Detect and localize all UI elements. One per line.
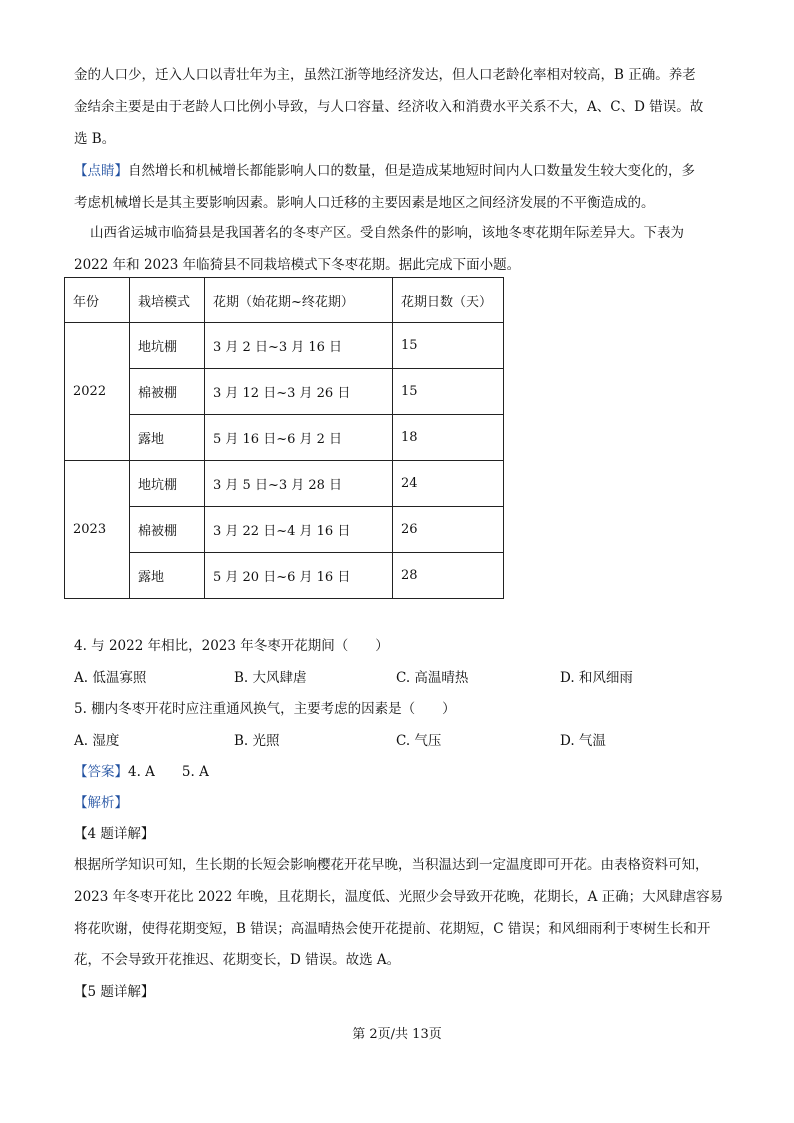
text-line: 2023 年冬枣开花比 2022 年晚，且花期长，温度低、光照少会导致开花晚，花期长，A 正确；大风肆虐容易 bbox=[74, 889, 724, 905]
text-line: 根据所学知识可知，生长期的长短会影响樱花开花早晚，当积温达到一定温度即可开花。由表格资料可知， bbox=[74, 857, 709, 873]
text-line: 金的人口少，迁入人口以青壮年为主，虽然江浙等地经济发达，但人口老龄化率相对较高，B 正确。养老 bbox=[74, 67, 696, 83]
table-header-cell: 栽培模式 bbox=[130, 278, 205, 323]
days-cell: 15 bbox=[393, 369, 504, 415]
days-cell: 15 bbox=[393, 323, 504, 369]
text-line: 将花吹谢，使得花期变短，B 错误；高温晴热会使开花提前、花期短，C 错误；和风细雨利于枣树生长和开 bbox=[74, 921, 711, 937]
question-stem: 5. 棚内冬枣开花时应注重通风换气，主要考虑的因素是（ ） bbox=[74, 701, 456, 717]
table-row bbox=[65, 415, 504, 461]
flowering-table bbox=[64, 277, 504, 599]
table-row bbox=[65, 369, 504, 415]
table-header-row bbox=[65, 278, 504, 323]
text-line: 2022 年和 2023 年临猗县不同栽培模式下冬枣花期。据此完成下面小题。 bbox=[74, 257, 521, 273]
option-a: A. 低温寡照 bbox=[74, 670, 147, 686]
mode-cell: 露地 bbox=[130, 553, 205, 599]
option-d: D. 和风细雨 bbox=[560, 670, 633, 686]
jiexi-tag: 【解析】 bbox=[74, 795, 128, 811]
text-line: 花，不会导致开花推迟、花期变长，D 错误。故选 A。 bbox=[74, 952, 401, 968]
option-d: D. 气温 bbox=[560, 733, 606, 749]
period-cell: 3 月 12 日~3 月 26 日 bbox=[205, 369, 393, 415]
dianjing-tag: 【点睛】 bbox=[74, 163, 128, 179]
answer-tag: 【答案】 bbox=[74, 764, 128, 780]
page-footer: 第 2页/共 13页 bbox=[352, 1027, 442, 1042]
detail-5-tag: 【5 题详解】 bbox=[74, 984, 155, 1000]
text-line bbox=[74, 161, 695, 181]
days-cell: 18 bbox=[393, 415, 504, 461]
question-stem: 4. 与 2022 年相比，2023 年冬枣开花期间（ ） bbox=[74, 638, 389, 654]
option-c: C. 高温晴热 bbox=[396, 670, 469, 686]
option-c: C. 气压 bbox=[396, 733, 442, 749]
mode-cell: 露地 bbox=[130, 415, 205, 461]
option-a: A. 湿度 bbox=[74, 733, 120, 749]
dianjing-text: 自然增长和机械增长都能影响人口的数量，但是造成某地短时间内人口数量发生较大变化的，多 bbox=[128, 163, 695, 179]
option-b: B. 大风肆虐 bbox=[234, 670, 307, 686]
mode-cell: 地坑棚 bbox=[130, 323, 205, 369]
days-cell: 28 bbox=[393, 553, 504, 599]
text-line: 山西省运城市临猗县是我国著名的冬枣产区。受自然条件的影响，该地冬枣花期年际差异大。下表为 bbox=[90, 225, 684, 241]
answer-text: 4. A 5. A bbox=[128, 764, 209, 780]
mode-cell: 地坑棚 bbox=[130, 461, 205, 507]
text-line: 金结余主要是由于老龄人口比例小导致，与人口容量、经济收入和消费水平关系不大，A、C、D 错误。故 bbox=[74, 99, 704, 115]
mode-cell: 棉被棚 bbox=[130, 507, 205, 553]
detail-4-tag: 【4 题详解】 bbox=[74, 826, 155, 842]
year-cell: 2023 bbox=[65, 461, 130, 599]
period-cell: 3 月 2 日~3 月 16 日 bbox=[205, 323, 393, 369]
answer-line bbox=[74, 762, 209, 782]
table-header-cell: 年份 bbox=[65, 278, 130, 323]
text-line: 选 B。 bbox=[74, 131, 116, 147]
table-header-cell: 花期（始花期~终花期） bbox=[205, 278, 393, 323]
year-cell: 2022 bbox=[65, 323, 130, 461]
table-header-cell: 花期日数（天） bbox=[393, 278, 504, 323]
period-cell: 3 月 5 日~3 月 28 日 bbox=[205, 461, 393, 507]
option-b: B. 光照 bbox=[234, 733, 280, 749]
table-row bbox=[65, 461, 504, 507]
period-cell: 5 月 20 日~6 月 16 日 bbox=[205, 553, 393, 599]
table-row bbox=[65, 507, 504, 553]
table-row bbox=[65, 553, 504, 599]
mode-cell: 棉被棚 bbox=[130, 369, 205, 415]
text-line: 考虑机械增长是其主要影响因素。影响人口迁移的主要因素是地区之间经济发展的不平衡造成的。 bbox=[74, 195, 655, 211]
days-cell: 24 bbox=[393, 461, 504, 507]
days-cell: 26 bbox=[393, 507, 504, 553]
period-cell: 5 月 16 日~6 月 2 日 bbox=[205, 415, 393, 461]
table-row bbox=[65, 323, 504, 369]
period-cell: 3 月 22 日~4 月 16 日 bbox=[205, 507, 393, 553]
